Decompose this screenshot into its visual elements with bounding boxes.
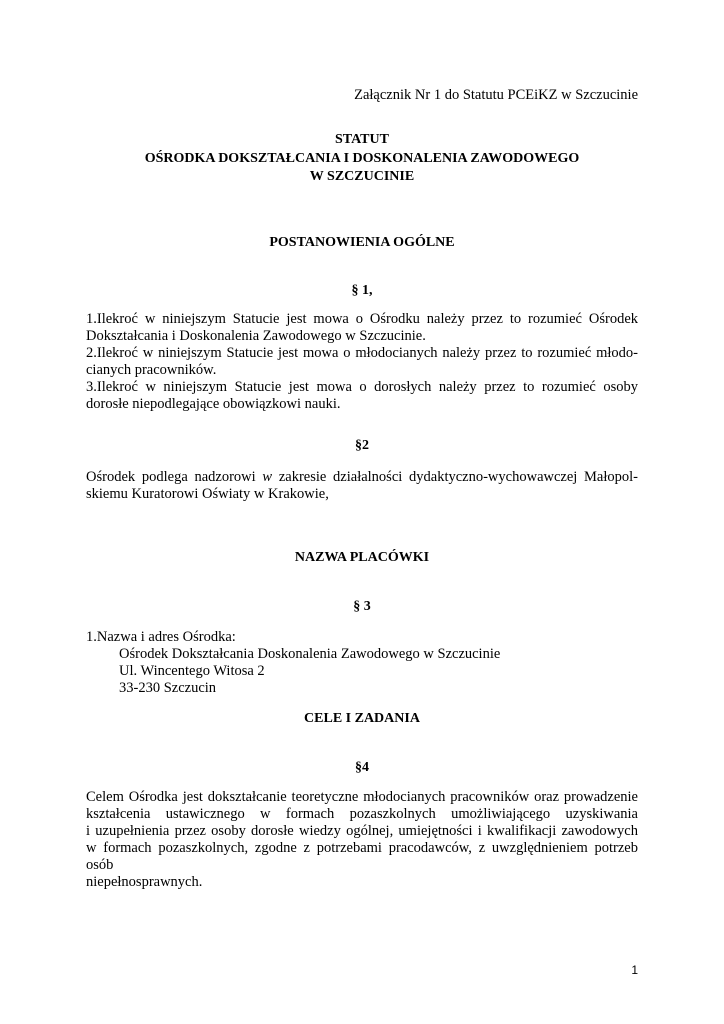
s1-p1-line2: Dokształcania i Doskonalenia Zawodowego w Szczucinie.	[86, 328, 426, 344]
section-3-intro: 1.Nazwa i adres Ośrodka:	[86, 629, 236, 645]
section-4-symbol: §4	[355, 760, 369, 775]
section-1-body	[86, 311, 638, 413]
s2-line1-part-b: zakresie działalności dydaktyczno-wychowawczej Małopol-	[272, 469, 638, 485]
attachment-note: Załącznik Nr 1 do Statutu PCEiKZ w Szczucinie	[354, 87, 638, 103]
section-4-body	[86, 789, 638, 891]
s2-line1-part-a: Ośrodek podlega nadzorowi	[86, 469, 263, 485]
s4-line2: kształcenia ustawicznego w formach pozaszkolnych umożliwiającego uzyskiwania	[86, 806, 638, 822]
section-3-symbol: § 3	[353, 599, 371, 614]
page-number: 1	[631, 963, 638, 977]
s2-line1	[86, 469, 638, 486]
s4-line4: w formach pozaszkolnych, zgodne z potrzebami pracodawców, z uwzględnieniem potrzeb osób	[86, 840, 638, 873]
address-line-postal: 33-230 Szczucin	[119, 680, 217, 696]
title-institution: OŚRODKA DOKSZTAŁCANIA I DOSKONALENIA ZAWODOWEGO	[144, 151, 580, 166]
heading-goals-tasks: CELE I ZADANIA	[304, 711, 420, 726]
s4-line1: Celem Ośrodka jest dokształcanie teoretyczne młodocianych pracowników oraz prowadzenie	[86, 789, 638, 805]
s1-p2-line2: cianych pracowników.	[86, 362, 217, 378]
s1-p2-line1: 2.Ilekroć w niniejszym Statucie jest mowa o młodocianych należy przez to rozumieć młodo-	[86, 345, 638, 361]
heading-general-provisions: POSTANOWIENIA OGÓLNE	[269, 235, 455, 250]
s4-line5: niepełnosprawnych.	[86, 874, 203, 890]
s4-line3: i uzupełnienia przez osoby dorosłe wiedzy ogólnej, umiejętności i kwalifikacji zawodowych	[86, 823, 638, 839]
address-line-name: Ośrodek Dokształcania Doskonalenia Zawodowego w Szczucinie	[119, 646, 501, 662]
s1-p1-line1: 1.Ilekroć w niniejszym Statucie jest mowa o Ośrodku należy przez to rozumieć Ośrodek	[86, 311, 638, 327]
title-location: W SZCZUCINIE	[309, 169, 415, 184]
s2-line1-italic-w: w	[262, 469, 273, 485]
title-statut: STATUT	[335, 132, 389, 147]
section-2-symbol: §2	[355, 438, 369, 453]
s2-line2: skiemu Kuratorowi Oświaty w Krakowie,	[86, 486, 329, 502]
institution-address	[119, 646, 500, 697]
address-line-street: Ul. Wincentego Witosa 2	[119, 663, 265, 679]
section-2-body	[86, 469, 638, 503]
s1-p3-line2: dorosłe niepodlegające obowiązkowi nauki.	[86, 396, 341, 412]
s1-p3-line1: 3.Ilekroć w niniejszym Statucie jest mowa o dorosłych należy przez to rozumieć osoby	[86, 379, 638, 395]
section-1-symbol: § 1,	[351, 283, 373, 298]
heading-institution-name: NAZWA PLACÓWKI	[294, 550, 430, 565]
